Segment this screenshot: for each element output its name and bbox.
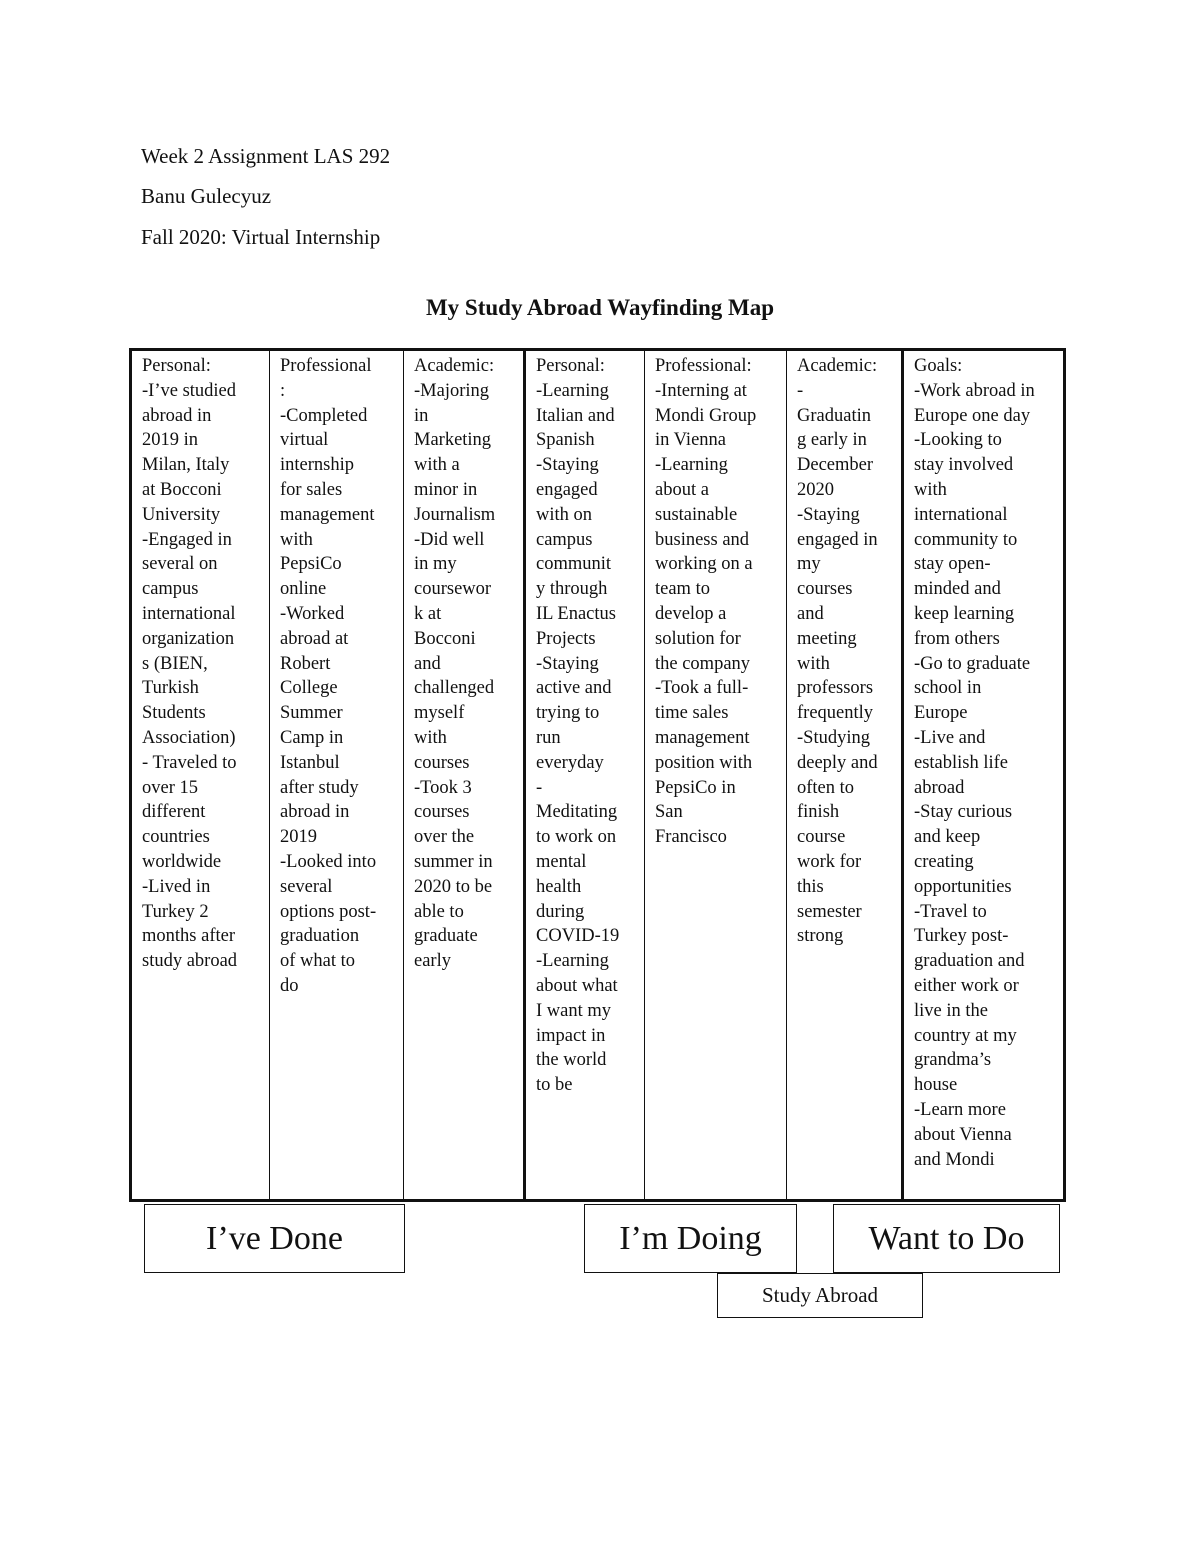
- cell-text-line: courses: [414, 802, 470, 823]
- column-doing-academic: [787, 351, 904, 1199]
- cell-text-line: at Bocconi: [142, 479, 222, 500]
- cell-text-line: of what to: [280, 951, 356, 972]
- cell-text-line: Summer: [280, 703, 343, 724]
- cell-text-line: Spanish: [536, 430, 595, 451]
- cell-text-line: Milan, Italy: [142, 455, 230, 476]
- cell-text-line: Association): [142, 727, 236, 748]
- cell-text-line: online: [280, 579, 327, 600]
- cell-text-line: impact in: [536, 1025, 606, 1046]
- cell-text-line: -Stay curious: [914, 802, 1013, 823]
- cell-text-line: Projects: [536, 628, 596, 649]
- cell-text-line: Professional: [280, 356, 372, 376]
- cell-text-line: challenged: [414, 678, 495, 699]
- cell-text-line: Marketing: [414, 430, 492, 451]
- label-ive-done: I’ve Done: [144, 1204, 405, 1273]
- cell-text-line: stay open-: [914, 554, 991, 575]
- cell-text-line: to be: [536, 1075, 573, 1096]
- cell-text-line: international: [914, 504, 1008, 525]
- cell-text-line: -Completed: [280, 405, 368, 426]
- cell-text-line: able to: [414, 901, 464, 922]
- cell-text-line: during: [536, 901, 585, 922]
- cell-text-line: courses: [797, 579, 853, 600]
- cell-text-line: abroad at: [280, 628, 349, 649]
- cell-text-line: management: [280, 504, 375, 525]
- cell-text-line: country at my: [914, 1025, 1017, 1046]
- cell-text-line: -Majoring: [414, 380, 490, 401]
- cell-text-line: Turkish: [142, 678, 199, 699]
- author-name: Banu Gulecyuz: [141, 184, 272, 208]
- cell-text-line: with on: [536, 504, 593, 525]
- cell-text-line: in my: [414, 554, 457, 575]
- cell-text-line: establish life: [914, 752, 1009, 773]
- cell-text-line: everyday: [536, 752, 604, 773]
- cell-text-line: -Work abroad in: [914, 380, 1035, 401]
- cell-text-line: months after: [142, 926, 235, 947]
- cell-text-line: -: [797, 380, 804, 401]
- cell-text-line: minded and: [914, 579, 1001, 600]
- cell-text-line: 2020 to be: [414, 876, 493, 897]
- cell-text-line: grandma’s: [914, 1050, 992, 1071]
- cell-text-line: organization: [142, 628, 235, 649]
- cell-text-line: communit: [536, 554, 612, 575]
- cell-text-line: and: [797, 603, 824, 624]
- cell-text-line: -Interning at: [655, 380, 747, 401]
- cell-text-line: in: [414, 405, 429, 426]
- cell-text-line: the company: [655, 653, 751, 674]
- cell-text-line: -Lived in: [142, 876, 211, 897]
- cell-text-line: often to: [797, 777, 855, 798]
- cell-text-line: after study: [280, 777, 359, 798]
- cell-text-line: Academic:: [797, 356, 878, 376]
- cell-text-line: College: [280, 678, 338, 699]
- cell-text-line: semester: [797, 901, 862, 922]
- cell-text-line: my: [797, 554, 821, 575]
- cell-text-line: -: [536, 777, 543, 798]
- cell-text-line: Personal:: [536, 356, 605, 376]
- cell-text-line: -Did well: [414, 529, 485, 550]
- cell-text-line: finish: [797, 802, 840, 823]
- cell-text-line: Robert: [280, 653, 331, 674]
- cell-text-line: g early in: [797, 430, 867, 451]
- cell-text-line: Turkey 2: [142, 901, 209, 922]
- label-study-abroad: Study Abroad: [717, 1273, 923, 1318]
- cell-text-line: worldwide: [142, 851, 222, 872]
- cell-text-line: IL Enactus: [536, 603, 616, 624]
- cell-text-line: internship: [280, 455, 354, 476]
- cell-text-line: work for: [797, 851, 862, 872]
- cell-text-line: -Worked: [280, 603, 345, 624]
- cell-text-line: from others: [914, 628, 1000, 649]
- cell-text-line: -Staying: [536, 653, 599, 674]
- cell-text-line: -Looking to: [914, 430, 1002, 451]
- cell-text-line: opportunities: [914, 876, 1012, 897]
- page-title: My Study Abroad Wayfinding Map: [425, 295, 775, 320]
- cell-text-line: over 15: [142, 777, 198, 798]
- cell-text-line: :: [280, 380, 286, 401]
- cell-text-line: myself: [414, 703, 465, 724]
- cell-text-line: I want my: [536, 1000, 612, 1021]
- cell-text-line: with: [280, 529, 313, 550]
- cell-text-line: Students: [142, 703, 206, 724]
- cell-text-line: -Took 3: [414, 777, 472, 798]
- cell-text-line: engaged: [536, 479, 598, 500]
- cell-text-line: to work on: [536, 827, 617, 848]
- label-im-doing: I’m Doing: [584, 1204, 797, 1273]
- cell-text-line: professors: [797, 678, 874, 699]
- cell-text-line: deeply and: [797, 752, 878, 773]
- cell-text-line: minor in: [414, 479, 478, 500]
- cell-text-line: international: [142, 603, 236, 624]
- assignment-title: Week 2 Assignment LAS 292: [141, 144, 391, 168]
- column-done-professional: [270, 351, 404, 1199]
- cell-text-line: this: [797, 876, 824, 897]
- term-line: Fall 2020: Virtual Internship: [141, 225, 381, 249]
- cell-text-line: time sales: [655, 703, 729, 724]
- cell-text-line: course: [797, 827, 846, 848]
- cell-text-line: -Studying: [797, 727, 870, 748]
- cell-text-line: develop a: [655, 603, 727, 624]
- cell-text-line: s (BIEN,: [142, 653, 208, 674]
- cell-text-line: Professional:: [655, 356, 752, 376]
- cell-text-line: active and: [536, 678, 612, 699]
- cell-text-line: keep learning: [914, 603, 1015, 624]
- cell-text-line: either work or: [914, 975, 1019, 996]
- cell-text-line: COVID-19: [536, 926, 620, 947]
- cell-text-line: Francisco: [655, 827, 727, 848]
- cell-text-line: early: [414, 951, 451, 972]
- cell-text-line: Italian and: [536, 405, 615, 426]
- cell-text-line: and Mondi: [914, 1149, 995, 1170]
- cell-text-line: do: [280, 975, 299, 996]
- cell-text-line: with: [914, 479, 947, 500]
- cell-text-line: Journalism: [414, 504, 496, 525]
- cell-text-line: for sales: [280, 479, 343, 500]
- cell-text-line: and: [414, 653, 441, 674]
- cell-text-line: -Go to graduate: [914, 653, 1031, 674]
- cell-text-line: abroad in: [280, 802, 350, 823]
- cell-text-line: options post-: [280, 901, 377, 922]
- cell-text-line: 2019 in: [142, 430, 199, 451]
- cell-text-line: -Live and: [914, 727, 986, 748]
- cell-text-line: mental: [536, 851, 587, 872]
- cell-text-line: courses: [414, 752, 470, 773]
- cell-text-line: study abroad: [142, 951, 238, 972]
- cell-text-line: -Learning: [536, 951, 609, 972]
- cell-text-line: 2019: [280, 827, 317, 848]
- cell-text-line: trying to: [536, 703, 600, 724]
- cell-text-line: meeting: [797, 628, 857, 649]
- cell-text-line: summer in: [414, 851, 493, 872]
- cell-text-line: the world: [536, 1050, 607, 1071]
- cell-text-line: -Travel to: [914, 901, 987, 922]
- cell-text-line: campus: [536, 529, 593, 550]
- cell-text-line: position with: [655, 752, 753, 773]
- cell-text-line: in Vienna: [655, 430, 726, 451]
- cell-text-line: graduation and: [914, 951, 1025, 972]
- column-doing-professional: [645, 351, 787, 1199]
- cell-text-line: 2020: [797, 479, 834, 500]
- cell-text-line: Camp in: [280, 727, 344, 748]
- cell-text-line: about a: [655, 479, 709, 500]
- cell-text-line: with a: [414, 455, 460, 476]
- cell-text-line: several: [280, 876, 333, 897]
- cell-text-line: abroad in: [142, 405, 212, 426]
- cell-text-line: virtual: [280, 430, 329, 451]
- cell-text-line: sustainable: [655, 504, 738, 525]
- cell-text-line: solution for: [655, 628, 741, 649]
- cell-text-line: working on a: [655, 554, 753, 575]
- cell-text-line: Europe one day: [914, 405, 1031, 426]
- cell-text-line: December: [797, 455, 874, 476]
- cell-text-line: and keep: [914, 827, 981, 848]
- cell-text-line: -Staying: [797, 504, 860, 525]
- cell-text-line: engaged in: [797, 529, 878, 550]
- cell-text-line: Academic:: [414, 356, 495, 376]
- cell-text-line: with: [414, 727, 447, 748]
- cell-text-line: health: [536, 876, 582, 897]
- cell-text-line: Europe: [914, 703, 968, 724]
- cell-text-line: about Vienna: [914, 1124, 1012, 1145]
- cell-text-line: strong: [797, 926, 844, 947]
- cell-text-line: -Looked into: [280, 851, 377, 872]
- cell-text-line: over the: [414, 827, 475, 848]
- cell-text-line: different: [142, 802, 206, 823]
- cell-text-line: PepsiCo in: [655, 777, 736, 798]
- cell-text-line: campus: [142, 579, 199, 600]
- cell-text-line: about what: [536, 975, 618, 996]
- cell-text-line: Personal:: [142, 356, 211, 376]
- cell-text-line: Istanbul: [280, 752, 340, 773]
- cell-text-line: abroad: [914, 777, 965, 798]
- cell-text-line: Bocconi: [414, 628, 476, 649]
- cell-text-line: Graduatin: [797, 405, 871, 426]
- cell-text-line: countries: [142, 827, 210, 848]
- cell-text-line: Turkey post-: [914, 926, 1009, 947]
- cell-text-line: house: [914, 1075, 958, 1096]
- cell-text-line: -Staying: [536, 455, 599, 476]
- cell-text-line: -Learning: [655, 455, 728, 476]
- cell-text-line: -Took a full-: [655, 678, 749, 699]
- cell-text-line: University: [142, 504, 221, 525]
- cell-text-line: -Learn more: [914, 1099, 1006, 1120]
- column-done-personal: [132, 351, 270, 1199]
- cell-text-line: -Learning: [536, 380, 609, 401]
- cell-text-line: PepsiCo: [280, 554, 342, 575]
- cell-text-line: Mondi Group: [655, 405, 757, 426]
- wayfinding-table: [129, 348, 1066, 1202]
- column-goals: [904, 351, 1063, 1199]
- cell-text-line: - Traveled to: [142, 752, 237, 773]
- cell-text-line: stay involved: [914, 455, 1014, 476]
- cell-text-line: community to: [914, 529, 1018, 550]
- cell-text-line: team to: [655, 579, 710, 600]
- cell-text-line: y through: [536, 579, 608, 600]
- cell-text-line: k at: [414, 603, 442, 624]
- cell-text-line: with: [797, 653, 830, 674]
- cell-text-line: creating: [914, 851, 974, 872]
- cell-text-line: frequently: [797, 703, 874, 724]
- label-want-to-do: Want to Do: [833, 1204, 1060, 1273]
- cell-text-line: management: [655, 727, 750, 748]
- cell-text-line: live in the: [914, 1000, 988, 1021]
- column-doing-personal: [526, 351, 645, 1199]
- cell-text-line: run: [536, 727, 561, 748]
- cell-text-line: business and: [655, 529, 750, 550]
- cell-text-line: graduation: [280, 926, 360, 947]
- column-done-academic: [404, 351, 526, 1199]
- cell-text-line: Goals:: [914, 356, 963, 376]
- cell-text-line: Meditating: [536, 802, 618, 823]
- cell-text-line: -I’ve studied: [142, 380, 237, 401]
- cell-text-line: several on: [142, 554, 218, 575]
- cell-text-line: -Engaged in: [142, 529, 232, 550]
- cell-text-line: school in: [914, 678, 982, 699]
- cell-text-line: coursewor: [414, 579, 492, 600]
- cell-text-line: San: [655, 802, 683, 823]
- cell-text-line: graduate: [414, 926, 478, 947]
